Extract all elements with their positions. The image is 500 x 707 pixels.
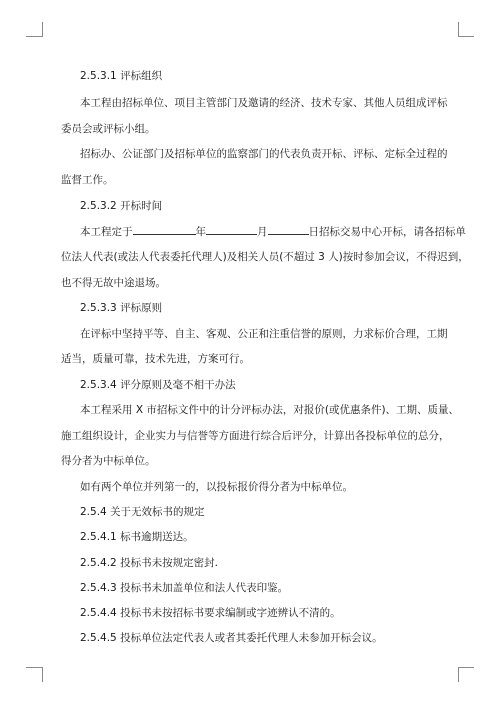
list-item: 2.5.4.3 投标书未加盖单位和法人代表印鉴。 (80, 582, 289, 594)
crop-mark-bottom-right (458, 667, 474, 668)
paragraph-line: 招标办、公证部门及招标单位的监察部门的代表负责开标、评标、定标全过程的 (80, 148, 448, 160)
paragraph-line: 本工程由招标单位、项目主管部门及邀请的经济、技术专家、其他人员组成评标 (80, 97, 448, 109)
crop-mark-bottom-left-v (42, 667, 43, 682)
paragraph-line-with-blanks (0, 224, 500, 239)
paragraph-line: 在评标中坚持平等、自主、客观、公正和注重信誉的原则，力求标价合理，工期 (80, 328, 448, 340)
blank-year-field (133, 224, 196, 235)
list-item: 2.5.4.2 投标书未按规定密封. (80, 557, 218, 569)
paragraph-line: 适当，质量可靠，技术先进，方案可行。 (61, 353, 250, 365)
crop-mark-top-right (458, 36, 474, 37)
list-item: 2.5.4.5 投标单位法定代表人或者其委托代理人未参加开标会议。 (80, 632, 383, 644)
paragraph-line: 得分者为中标单位。 (61, 455, 156, 467)
section-heading-2-5-3-2: 2.5.3.2 开标时间 (80, 200, 163, 212)
crop-mark-top-left (26, 36, 42, 37)
paragraph-line: 施工组织设计，企业实力与信誉等方面进行综合后评分，计算出各投标单位的总分， (61, 430, 450, 442)
section-heading-2-5-3-4: 2.5.3.4 评分原则及毫不相干办法 (80, 379, 236, 391)
section-heading-2-5-3-3: 2.5.3.3 评标原则 (80, 302, 163, 314)
list-item: 2.5.4.4 投标书未按招标书要求编制或字迹辨认不清的。 (80, 607, 341, 619)
blank-day-field (268, 224, 309, 235)
crop-mark-top-left-v (42, 22, 43, 37)
section-heading-2-5-3-1: 2.5.3.1 评标组织 (80, 70, 163, 82)
paragraph-line: 如有两个单位并列第一的，以投标报价得分者为中标单位。 (80, 481, 353, 493)
paragraph-line: 委员会或评标小组。 (61, 123, 156, 135)
crop-mark-bottom-right-v (458, 667, 459, 682)
text-segment: 年 (195, 226, 206, 238)
list-item: 2.5.4.1 标书逾期送达。 (80, 531, 194, 543)
paragraph-line: 也不得无故中途退场。 (61, 277, 166, 289)
paragraph-line: 监督工作。 (61, 174, 114, 186)
paragraph-line: 位法人代表(或法人代表委托代理人)及相关人员(不超过 3 人)按时参加会议，不得迟到， (61, 251, 469, 263)
paragraph-line: 本工程采用 X 市招标文件中的计分评标办法，对报价(或优惠条件)、工期、质量、 (80, 404, 460, 416)
blank-month-field (206, 224, 257, 235)
text-segment: 日招标交易中心开标，请各招标单 (308, 226, 466, 238)
text-segment: 月 (257, 226, 268, 238)
text-segment: 本工程定于 (80, 226, 133, 238)
section-heading-2-5-4: 2.5.4 关于无效标书的规定 (80, 506, 205, 518)
crop-mark-top-right-v (458, 22, 459, 37)
crop-mark-bottom-left (26, 667, 42, 668)
